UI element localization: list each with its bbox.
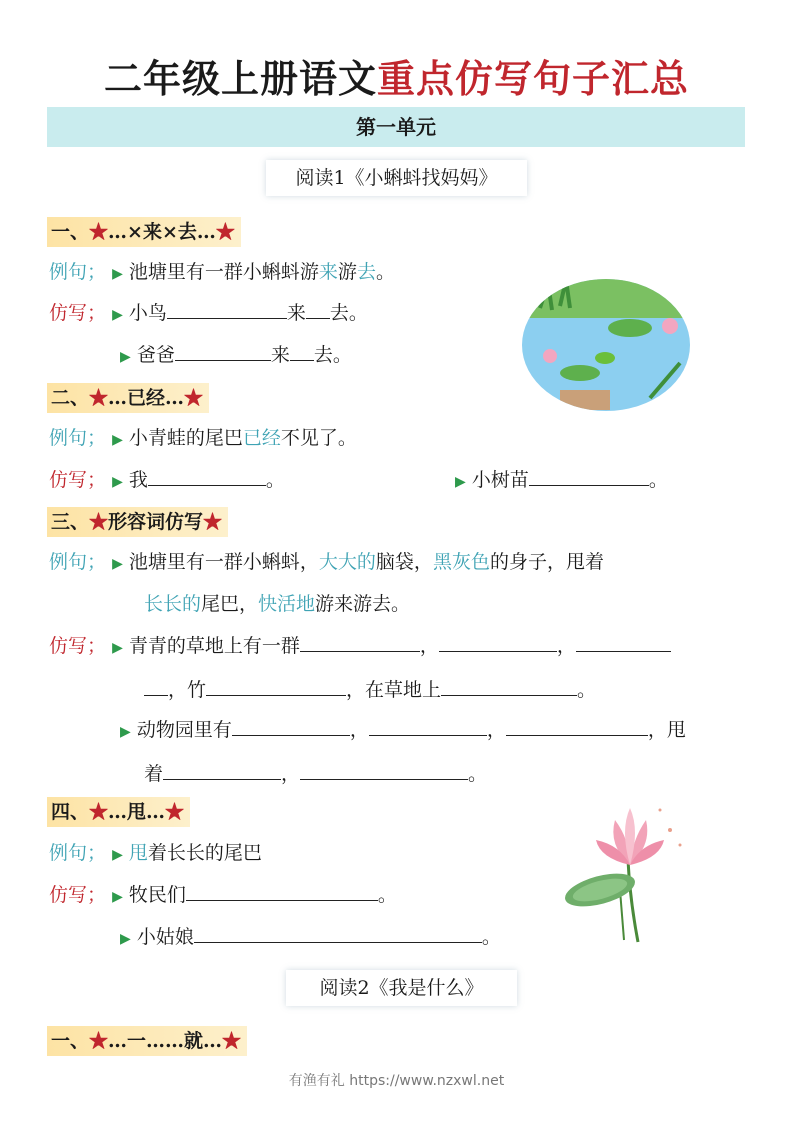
blank-line[interactable] bbox=[175, 340, 271, 361]
reading-title-1: 阅读1《小蝌蚪找妈妈》 bbox=[266, 160, 527, 196]
blank-line[interactable] bbox=[194, 922, 482, 943]
blank-line[interactable] bbox=[529, 465, 649, 486]
section-heading-5: 一、★…一……就…★ bbox=[47, 1026, 247, 1056]
imitate-row: ▶ 爸爸 来 去。 bbox=[120, 340, 352, 372]
example-row-cont: 长长的尾巴，快活地游来游去。 bbox=[144, 593, 411, 615]
triangle-bullet-icon: ▶ bbox=[112, 474, 123, 490]
imitate-row: 仿写； ▶ 青青的草地上有一群 ， ， bbox=[49, 631, 671, 663]
triangle-bullet-icon: ▶ bbox=[112, 432, 123, 448]
blank-line[interactable] bbox=[186, 880, 378, 901]
imitate-row: ▶ 小姑娘 。 bbox=[120, 922, 501, 954]
imitate-row-cont: 着 ， 。 bbox=[144, 759, 487, 789]
blank-line[interactable] bbox=[206, 675, 346, 696]
imitate-row-cont: ，竹 ，在草地上 。 bbox=[144, 675, 596, 705]
blank-line[interactable] bbox=[576, 631, 671, 652]
blank-line[interactable] bbox=[506, 715, 648, 736]
star-icon: ★ bbox=[222, 1030, 242, 1052]
section-heading-2: 二、★…已经…★ bbox=[47, 383, 209, 413]
blank-line[interactable] bbox=[290, 340, 314, 361]
example-row: 例句； ▶ 池塘里有一群小蝌蚪游来游去。 bbox=[49, 261, 395, 283]
star-icon: ★ bbox=[165, 801, 185, 823]
section-heading-1: 一、★…×来×去…★ bbox=[47, 217, 241, 247]
blank-line[interactable] bbox=[439, 631, 557, 652]
star-icon: ★ bbox=[89, 801, 109, 823]
triangle-bullet-icon: ▶ bbox=[112, 847, 123, 863]
imitate-row: ▶ 动物园里有 ， ， ，甩 bbox=[120, 715, 686, 747]
blank-line[interactable] bbox=[300, 759, 468, 780]
star-icon: ★ bbox=[215, 221, 235, 243]
lotus-illustration bbox=[560, 790, 710, 945]
section-heading-3: 三、★形容词仿写★ bbox=[47, 507, 228, 537]
triangle-bullet-icon: ▶ bbox=[455, 474, 466, 490]
footer-watermark: 有渔有礼 https://www.nzxwl.net bbox=[288, 1073, 505, 1089]
star-icon: ★ bbox=[184, 387, 204, 409]
triangle-bullet-icon: ▶ bbox=[112, 307, 123, 323]
triangle-bullet-icon: ▶ bbox=[112, 640, 123, 656]
imitate-row: 仿写； ▶ 牧民们 。 bbox=[49, 880, 397, 912]
blank-line[interactable] bbox=[163, 759, 281, 780]
blank-line[interactable] bbox=[167, 298, 287, 319]
section-heading-4: 四、★…甩…★ bbox=[47, 797, 190, 827]
title-part-red: 重点仿写句子汇总 bbox=[377, 57, 690, 101]
triangle-bullet-icon: ▶ bbox=[120, 349, 131, 365]
blank-line[interactable] bbox=[300, 631, 420, 652]
example-row: 例句； ▶ 甩着长长的尾巴 bbox=[49, 842, 262, 864]
triangle-bullet-icon: ▶ bbox=[120, 931, 131, 947]
blank-line[interactable] bbox=[441, 675, 577, 696]
page-title bbox=[0, 48, 793, 103]
star-icon: ★ bbox=[89, 1030, 109, 1052]
blank-line[interactable] bbox=[232, 715, 350, 736]
imitate-row: ▶ 小树苗 。 bbox=[455, 465, 668, 497]
star-icon: ★ bbox=[89, 221, 109, 243]
blank-line[interactable] bbox=[306, 298, 330, 319]
triangle-bullet-icon: ▶ bbox=[112, 556, 123, 572]
blank-line[interactable] bbox=[144, 675, 168, 696]
example-row: 例句； ▶ 小青蛙的尾巴已经不见了。 bbox=[49, 427, 357, 449]
example-row: 例句； ▶ 池塘里有一群小蝌蚪，大大的脑袋，黑灰色的身子，甩着 bbox=[49, 551, 604, 573]
star-icon: ★ bbox=[89, 511, 109, 533]
blank-line[interactable] bbox=[148, 465, 266, 486]
pond-illustration bbox=[520, 278, 692, 413]
imitate-row: 仿写； ▶ 小鸟 来 去。 bbox=[49, 298, 368, 330]
star-icon: ★ bbox=[89, 387, 109, 409]
triangle-bullet-icon: ▶ bbox=[112, 889, 123, 905]
star-icon: ★ bbox=[203, 511, 223, 533]
reading-title-2: 阅读2《我是什么》 bbox=[286, 970, 517, 1006]
triangle-bullet-icon: ▶ bbox=[120, 724, 131, 740]
imitate-row: 仿写； ▶ 我 。 bbox=[49, 465, 285, 497]
title-part-black: 二年级上册语文 bbox=[103, 57, 377, 101]
triangle-bullet-icon: ▶ bbox=[112, 266, 123, 282]
unit-heading: 第一单元 bbox=[47, 107, 745, 147]
blank-line[interactable] bbox=[369, 715, 487, 736]
